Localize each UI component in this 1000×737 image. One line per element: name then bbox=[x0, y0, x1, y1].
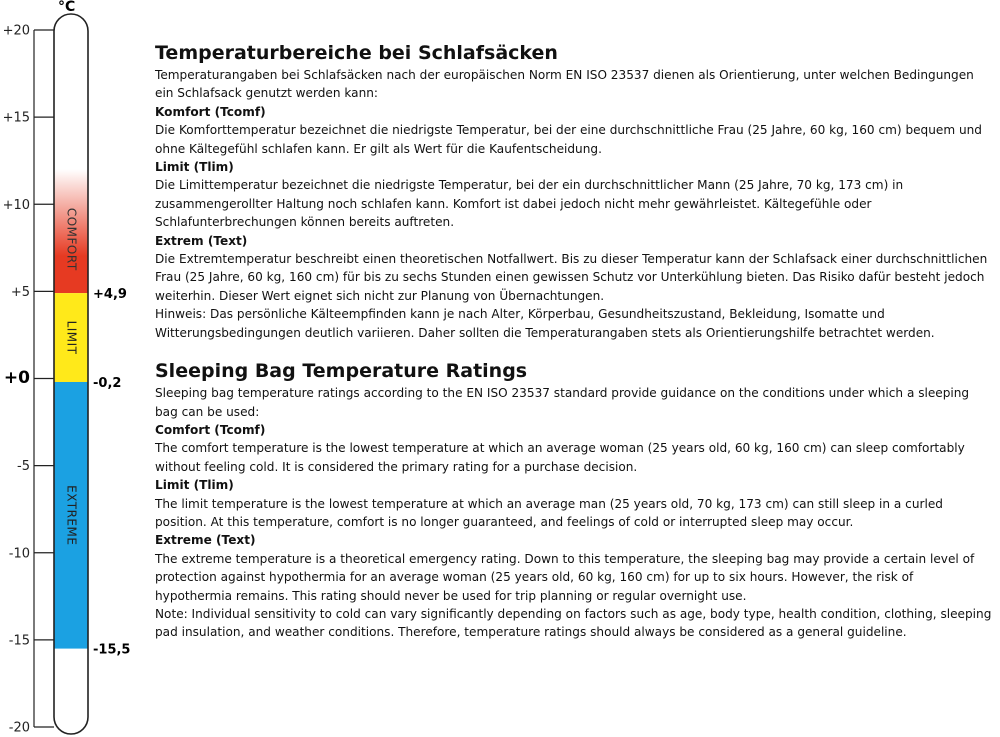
band-boundary-label: +4,9 bbox=[93, 287, 127, 303]
english-limit-heading: Limit (Tlim) bbox=[155, 478, 234, 493]
english-comfort-heading: Comfort (Tcomf) bbox=[155, 422, 266, 437]
band-label-comfort: COMFORT bbox=[64, 207, 79, 271]
axis-tick-label: -10 bbox=[8, 546, 30, 562]
band-value-labels bbox=[93, 287, 130, 657]
german-extreme-heading: Extrem (Text) bbox=[155, 233, 248, 248]
axis-tick-label: -5 bbox=[17, 459, 30, 475]
axis-tick-label: +0 bbox=[3, 368, 30, 388]
axis-ticks bbox=[3, 24, 54, 736]
english-extreme-text: The extreme temperature is a theoretical emergency rating. Down to this temperature, the sleeping bag may provide a certain level of protection against hypothermia for an average woman (25 years old, 60 kg, 160 cm) for up to six hours. However, the risk of hypothermia remains. This rating should never be used for trip planning or regular overnight use. bbox=[155, 551, 975, 603]
english-comfort-text: The comfort temperature is the lowest temperature at which an average woman (25 years old, 60 kg, 160 cm) can sleep comfortably without feeling cold. It is considered the primary rating for a purchase decision. bbox=[155, 441, 965, 474]
unit-label: °C bbox=[58, 0, 76, 15]
english-section bbox=[155, 358, 993, 642]
axis-tick-label: +10 bbox=[2, 197, 30, 213]
axis-tick-label: -15 bbox=[8, 633, 30, 649]
english-intro: Sleeping bag temperature ratings according to the EN ISO 23537 standard provide guidance on the conditions under which a sleeping bag can be used: bbox=[155, 386, 970, 419]
english-title: Sleeping Bag Temperature Ratings bbox=[155, 360, 528, 383]
band-boundary-label: -0,2 bbox=[93, 375, 122, 391]
english-limit-text: The limit temperature is the lowest temperature at which an average man (25 years old, 70 kg, 173 cm) can still sleep in a curled position. At this temperature, comfort is no longer guaranteed, and feelings of cold or interrupted sleep may occur. bbox=[155, 496, 943, 529]
axis-tick-label: +20 bbox=[2, 23, 30, 39]
german-note: Hinweis: Das persönliche Kälteempfinden kann je nach Alter, Körperbau, Gesundheitszustand, Bekleidung, Isomatte und Witterungsbedingungen deutlich variieren. Daher sollten die Temperaturangaben stets als Orientierungshilfe betrachtet werden. bbox=[155, 307, 935, 340]
german-section bbox=[155, 40, 993, 342]
band-label-limit: LIMIT bbox=[64, 320, 79, 355]
description-column bbox=[155, 40, 993, 642]
band-label-extreme: EXTREME bbox=[64, 485, 79, 546]
thermometer-chart bbox=[0, 0, 150, 737]
axis-tick-label: -20 bbox=[8, 720, 30, 736]
german-comfort-heading: Komfort (Tcomf) bbox=[155, 104, 266, 119]
axis-tick-label: +5 bbox=[10, 284, 30, 300]
german-extreme-text: Die Extremtemperatur beschreibt einen theoretischen Notfallwert. Bis zu dieser Temperatur kann der Schlafsack einer durchschnittlichen Frau (25 Jahre, 60 kg, 160 cm) für bis zu sechs Stunden einen gewissen Schutz vor Unterkühlung bieten. Das Risiko dafür besteht jedoch weiterhin. Dieser Wert eignet sich nicht zur Planung von Übernachtungen. bbox=[155, 252, 988, 303]
german-limit-heading: Limit (Tlim) bbox=[155, 160, 234, 175]
english-extreme-heading: Extreme (Text) bbox=[155, 533, 256, 548]
german-intro: Temperaturangaben bei Schlafsäcken nach der europäischen Norm EN ISO 23537 dienen als Orientierung, unter welchen Bedingungen ein Schlafsack genutzt werden kann: bbox=[155, 68, 974, 101]
english-note: Note: Individual sensitivity to cold can vary significantly depending on factors such as age, body type, health condition, clothing, sleeping pad insulation, and weather conditions. Therefore, temperature ratings should always be considered as a general guideline. bbox=[155, 606, 992, 640]
german-comfort-text: Die Komforttemperatur bezeichnet die niedrigste Temperatur, bei der eine durchschnittliche Frau (25 Jahre, 60 kg, 160 cm) bequem und ohne Kältegefühl schlafen kann. Er gilt als Wert für die Kaufentscheidung. bbox=[155, 123, 982, 156]
axis-tick-label: +15 bbox=[2, 110, 30, 126]
band-boundary-label: -15,5 bbox=[93, 642, 131, 658]
german-limit-text: Die Limittemperatur bezeichnet die niedrigste Temperatur, bei der ein durchschnittlicher Mann (25 Jahre, 70 kg, 173 cm) in zusammengerollter Haltung noch schlafen kann. Komfort ist dabei jedoch nicht mehr gewährleistet. Kältegefühle oder Schlafunterbrechungen können bereits auftreten. bbox=[155, 178, 904, 230]
german-title: Temperaturbereiche bei Schlafsäcken bbox=[155, 42, 558, 64]
